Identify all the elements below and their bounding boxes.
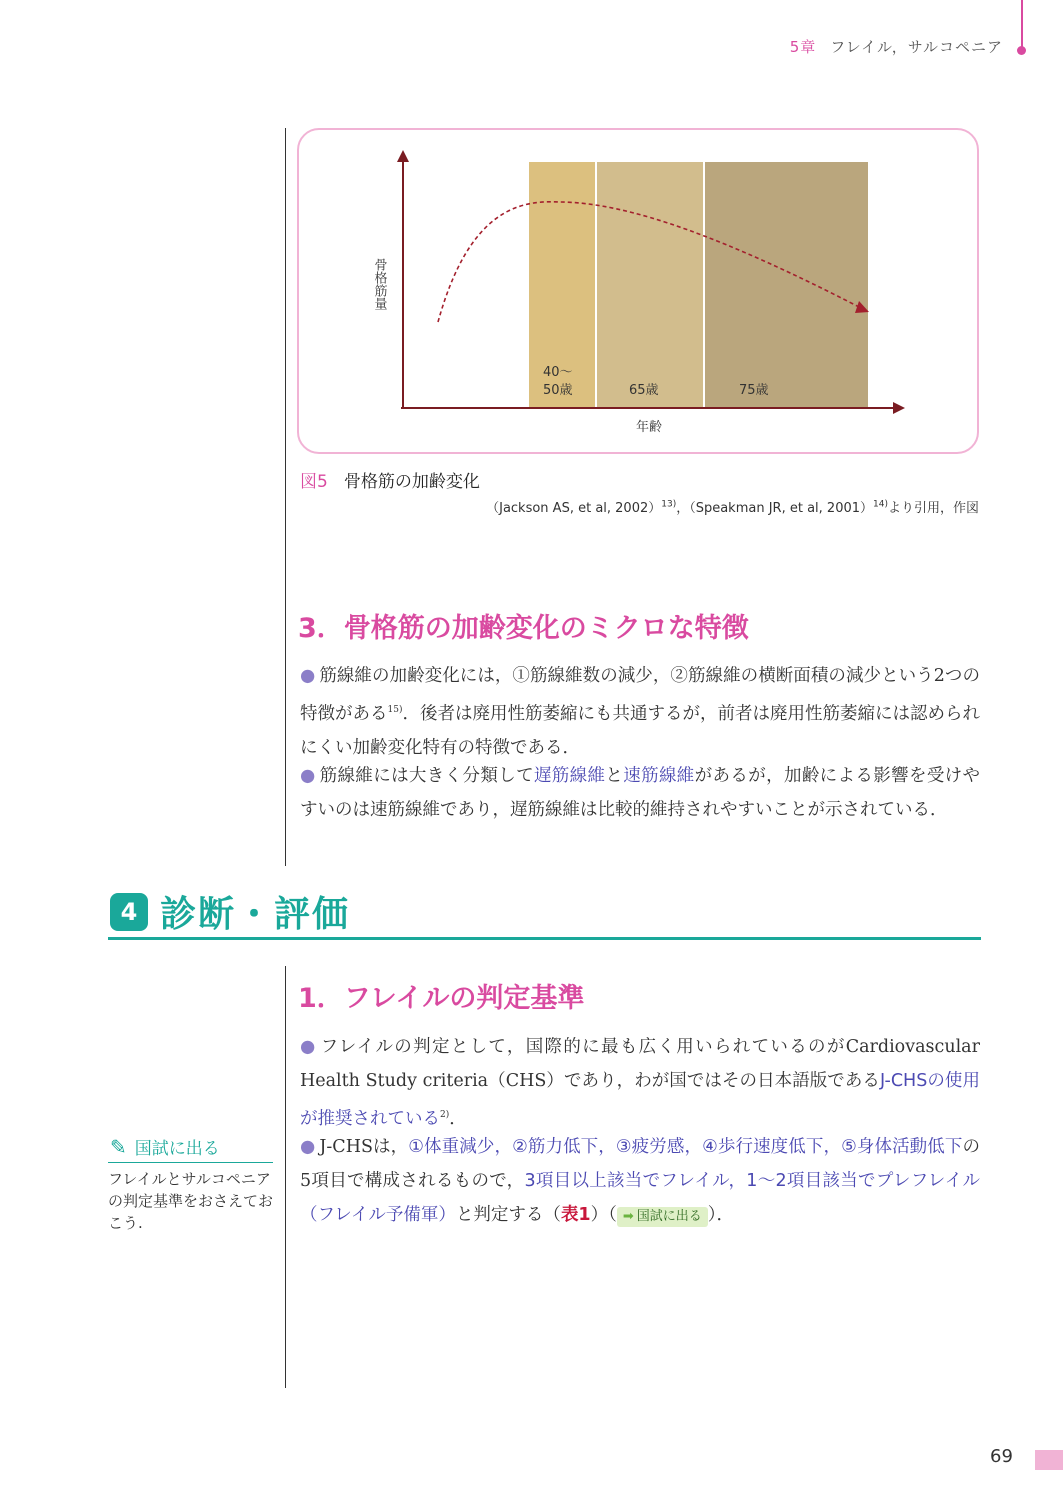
pencil-icon: ✎ — [110, 1135, 127, 1159]
keyword-fast-fiber: 速筋線維 — [623, 766, 695, 786]
age-band-1 — [597, 162, 703, 408]
table-ref-link[interactable]: 表1 — [560, 1205, 591, 1225]
figure-source — [486, 497, 979, 516]
side-note-heading — [110, 1134, 220, 1159]
text-run: があるが，加齢による影響を受けやすいのは速筋線維であり，遅筋線維は比較的維持されやすいことが示されている． — [300, 766, 981, 820]
figure-number: 図5 — [300, 472, 328, 492]
bullet-icon: ● — [300, 1137, 316, 1157]
text-run: と判定する（ — [455, 1205, 561, 1225]
age-band-label-1: 65歳 — [629, 383, 659, 398]
chapter-title: フレイル，サルコペニア — [830, 38, 1003, 56]
keyword-slow-fiber: 遅筋線維 — [533, 766, 606, 786]
text-run: ）（ — [590, 1205, 617, 1225]
section3-paragraph-1 — [300, 659, 980, 765]
text-run: ．後者は廃用性筋萎縮にも共通するが，前者は廃用性筋萎縮には認められにくい加齢変化特有の特徴である． — [300, 703, 981, 758]
x-axis-label: 年齢 — [635, 420, 663, 435]
text-run: の5項目で構成されるもので， — [300, 1137, 980, 1191]
subsection1-heading: 1．フレイルの判定基準 — [298, 983, 585, 1014]
age-band-2 — [705, 162, 868, 408]
section3-paragraph-2 — [300, 759, 980, 827]
bullet-icon: ● — [300, 1037, 317, 1057]
source-a: （Jackson AS, et al, 2002） — [486, 501, 662, 516]
age-band-label-0: 50歳 — [543, 383, 573, 398]
bullet-icon: ● — [300, 666, 316, 686]
text-run: と — [605, 766, 624, 786]
side-note-rule — [108, 1162, 273, 1163]
header-rule — [1021, 0, 1023, 48]
header-dot — [1017, 46, 1026, 55]
side-note-title: 国試に出る — [134, 1139, 220, 1159]
source-b: ，（Speakman JR, et al, 2001） — [676, 501, 874, 516]
text-run: ． — [449, 1108, 467, 1129]
figure-caption — [300, 467, 480, 492]
text-run: 筋線維の加齢変化には，①筋線維数の減少，②筋線維の横断面積の減少という2つの特徴がある — [300, 666, 980, 724]
column-rule-top — [285, 128, 286, 866]
y-axis-arrow — [397, 150, 409, 162]
column-rule-bottom — [285, 966, 286, 1388]
side-note-text: フレイルとサルコペニアの判定基準をおさえておこう. — [108, 1170, 274, 1232]
text-run: フレイルの判定として，国際的に最も広く用いられているのがCardiovascular Health Study criteria（CHS）であり，わが国ではその日本語版である — [300, 1037, 980, 1091]
text-run: 筋線維には大きく分類して — [319, 766, 534, 786]
running-header — [790, 36, 1003, 57]
exam-ref-label: 国試に出る — [636, 1209, 702, 1224]
y-axis-label: 骨格筋量 — [371, 258, 387, 310]
figure-frame — [297, 128, 979, 454]
keyword-judgement: 3項目以上該当でフレイル，1～2項目該当でプレフレイル（フレイル予備軍） — [300, 1171, 980, 1225]
source-tail: より引用，作図 — [887, 501, 979, 516]
aging-muscle-chart — [299, 130, 979, 454]
page-tab — [1035, 1450, 1063, 1470]
x-axis-arrow — [893, 402, 905, 414]
section4-rule — [108, 937, 981, 940]
citation: 2) — [440, 1110, 450, 1120]
section4-title: 診断・評価 — [160, 894, 351, 935]
section4-badge: 4 — [110, 893, 148, 931]
keyword-criteria: ①体重減少，②筋力低下，③疲労感，④歩行速度低下，⑤身体活動低下 — [408, 1137, 963, 1157]
source-b-ref: 14) — [873, 499, 888, 510]
subsection1-paragraph-2 — [300, 1130, 980, 1232]
subsection1-paragraph-1 — [300, 1030, 980, 1136]
citation: 15) — [387, 705, 403, 715]
page-number: 69 — [990, 1446, 1013, 1467]
section3-heading: 3．骨格筋の加齢変化のミクロな特徴 — [298, 613, 749, 644]
figure-title: 骨格筋の加齢変化 — [343, 472, 480, 492]
bullet-icon: ● — [300, 766, 316, 786]
source-a-ref: 13) — [661, 499, 677, 510]
age-band-label-line1-0: 40～ — [543, 365, 573, 380]
text-run: ）． — [707, 1205, 735, 1225]
exam-ref-chip[interactable] — [617, 1207, 708, 1227]
keyword-jchs: J-CHSの使用が推奨されている — [300, 1071, 980, 1129]
chapter-number: 5章 — [789, 38, 817, 56]
text-run: J-CHSは， — [319, 1137, 409, 1157]
arrow-right-icon: ➡ — [622, 1209, 634, 1224]
age-band-label-2: 75歳 — [739, 383, 769, 398]
